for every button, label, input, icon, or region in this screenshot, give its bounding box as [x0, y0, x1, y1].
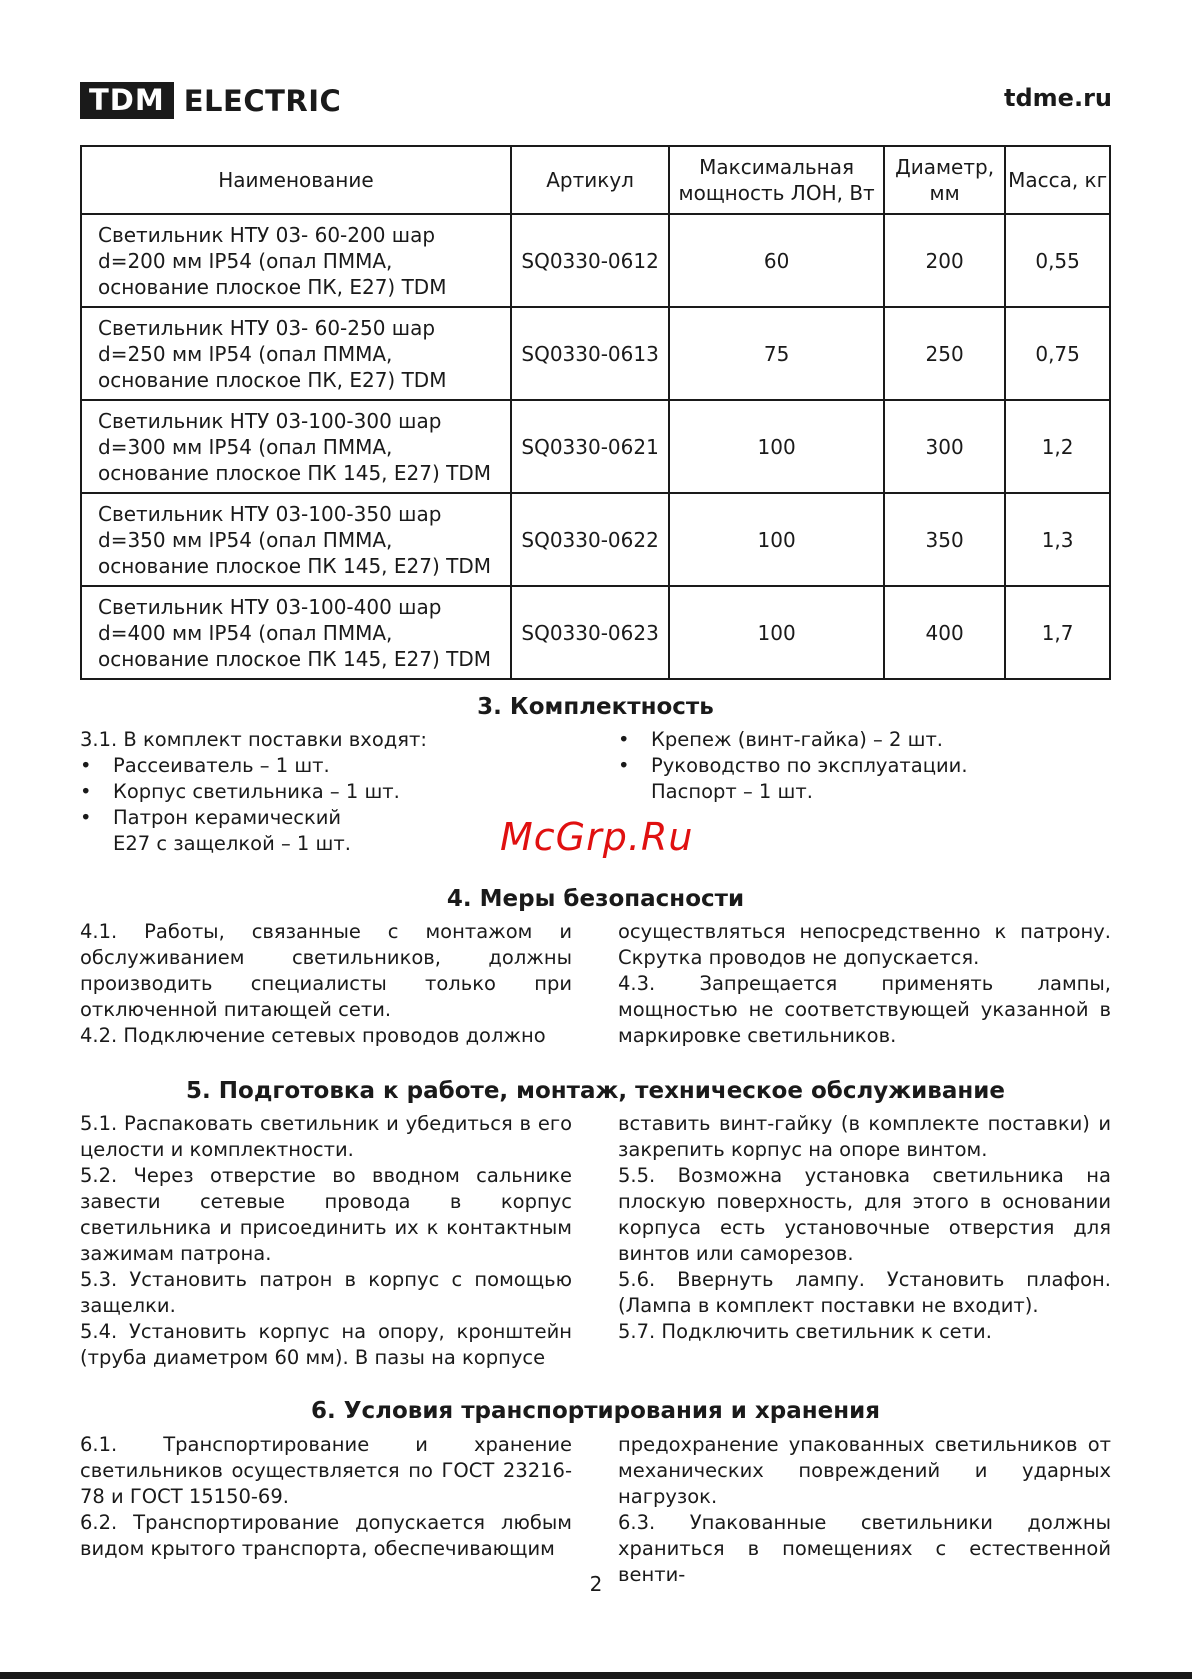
section-6-right: [618, 1432, 1111, 1588]
cell-name: Светильник НТУ 03-100-350 шар d=350 мм IP54 (опал ПММА, основание плоское ПК 145, Е27) TDM: [81, 493, 511, 586]
paragraph: вставить винт-гайку (в комплекте поставки) и закрепить корпус на опоре винтом.: [618, 1112, 1111, 1161]
column-header: Диаметр, мм: [884, 146, 1005, 214]
paragraph: 4.1. Работы, связанные с монтажом и обслуживанием светильников, должны производить специалисты только при отключенной питающей сети.: [80, 920, 572, 1021]
table-header-row: [81, 146, 1110, 214]
list-item: • Корпус светильника – 1 шт.: [80, 779, 572, 805]
paragraph: 6.2. Транспортирование допускается любым видом крытого транспорта, обеспечивающим: [80, 1511, 572, 1560]
page-number: 2: [589, 1572, 603, 1596]
paragraph: 4.3. Запрещается применять лампы, мощностью не соответствующей указанной в маркировке светильников.: [618, 972, 1111, 1047]
table-row: [81, 307, 1110, 400]
brand-logo: [80, 82, 341, 119]
list-item: • Рассеиватель – 1 шт.: [80, 753, 572, 779]
cell-sku: SQ0330-0612: [511, 214, 669, 307]
paragraph: 5.5. Возможна установка светильника на плоскую поверхность, для этого в основании корпуса есть установочные отверстия для винтов или саморезов.: [618, 1164, 1111, 1265]
table-row: [81, 400, 1110, 493]
cell-power: 75: [669, 307, 884, 400]
paragraph: предохранение упакованных светильников от механических повреждений и ударных нагрузок.: [618, 1433, 1111, 1508]
section-4-right: [618, 919, 1111, 1049]
paragraph: 6.3. Упакованные светильники должны храниться в помещениях с естественной венти-: [618, 1511, 1111, 1586]
page-header: [80, 82, 1112, 122]
cell-diameter: 350: [884, 493, 1005, 586]
section-6-title: 6. Условия транспортирования и хранения: [311, 1398, 880, 1424]
cell-diameter: 200: [884, 214, 1005, 307]
column-header: Максимальная мощность ЛОН, Вт: [669, 146, 884, 214]
section-3-title: 3. Комплектность: [477, 694, 714, 720]
site-url[interactable]: tdme.ru: [1004, 84, 1112, 112]
section-4-title: 4. Меры безопасности: [446, 886, 745, 912]
paragraph: 5.2. Через отверстие во вводном сальнике завести сетевые провода в корпус светильника и присоединить их к контактным зажимам патрона.: [80, 1164, 572, 1265]
cell-diameter: 250: [884, 307, 1005, 400]
cell-sku: SQ0330-0622: [511, 493, 669, 586]
paragraph: 6.1. Транспортирование и хранение светильников осуществляется по ГОСТ 23216-78 и ГОСТ 15150-69.: [80, 1433, 572, 1508]
table-row: [81, 493, 1110, 586]
list-item-continuation: Паспорт – 1 шт.: [651, 780, 813, 803]
section-5-title: 5. Подготовка к работе, монтаж, техническое обслуживание: [186, 1078, 1005, 1104]
section-5-right: [618, 1111, 1111, 1345]
table-row: [81, 214, 1110, 307]
logo-text: ELECTRIC: [183, 83, 342, 118]
cell-power: 100: [669, 493, 884, 586]
column-header: Артикул: [511, 146, 669, 214]
list-item: • Патрон керамический Е27 с защелкой – 1 шт.: [80, 805, 383, 857]
paragraph: 4.2. Подключение сетевых проводов должно: [80, 1024, 546, 1047]
logo-box: TDM: [80, 82, 174, 119]
product-table: [80, 145, 1111, 680]
table-row: [81, 586, 1110, 679]
list-item: • Руководство по эксплуатации.: [618, 753, 1111, 779]
paragraph: 5.7. Подключить светильник к сети.: [618, 1320, 992, 1343]
cell-name: Светильник НТУ 03- 60-250 шар d=250 мм IP54 (опал ПММА, основание плоское ПК, Е27) TDM: [81, 307, 511, 400]
watermark: McGrp.Ru: [500, 815, 694, 859]
section-3-intro: 3.1. В комплект поставки входят:: [80, 728, 427, 751]
cell-name: Светильник НТУ 03- 60-200 шар d=200 мм IP54 (опал ПММА, основание плоское ПК, Е27) TDM: [81, 214, 511, 307]
bottom-divider: [0, 1672, 1192, 1679]
cell-diameter: 300: [884, 400, 1005, 493]
cell-sku: SQ0330-0623: [511, 586, 669, 679]
cell-mass: 1,3: [1005, 493, 1110, 586]
section-3-left: [80, 727, 572, 857]
cell-mass: 0,55: [1005, 214, 1110, 307]
section-6-left: [80, 1432, 572, 1562]
paragraph: 5.1. Распаковать светильник и убедиться в его целости и комплектности.: [80, 1112, 572, 1161]
list-item: • Крепеж (винт-гайка) – 2 шт.: [618, 727, 1111, 753]
cell-mass: 0,75: [1005, 307, 1110, 400]
paragraph: 5.3. Установить патрон в корпус с помощью защелки.: [80, 1268, 572, 1317]
cell-name: Светильник НТУ 03-100-300 шар d=300 мм IP54 (опал ПММА, основание плоское ПК 145, Е27) TDM: [81, 400, 511, 493]
cell-sku: SQ0330-0621: [511, 400, 669, 493]
paragraph: 5.6. Ввернуть лампу. Установить плафон. (Лампа в комплект поставки не входит).: [618, 1268, 1111, 1317]
cell-power: 100: [669, 586, 884, 679]
column-header: Наименование: [81, 146, 511, 214]
cell-diameter: 400: [884, 586, 1005, 679]
cell-name: Светильник НТУ 03-100-400 шар d=400 мм IP54 (опал ПММА, основание плоское ПК 145, Е27) TDM: [81, 586, 511, 679]
cell-sku: SQ0330-0613: [511, 307, 669, 400]
section-3-right: [618, 727, 1111, 805]
paragraph: 5.4. Установить корпус на опору, кронштейн (труба диаметром 60 мм). В пазы на корпусе: [80, 1320, 572, 1369]
cell-mass: 1,7: [1005, 586, 1110, 679]
section-5-left: [80, 1111, 572, 1371]
cell-power: 100: [669, 400, 884, 493]
section-4-left: [80, 919, 572, 1049]
cell-mass: 1,2: [1005, 400, 1110, 493]
cell-power: 60: [669, 214, 884, 307]
column-header: Масса, кг: [1005, 146, 1110, 214]
paragraph: осуществляться непосредственно к патрону. Скрутка проводов не допускается.: [618, 920, 1111, 969]
